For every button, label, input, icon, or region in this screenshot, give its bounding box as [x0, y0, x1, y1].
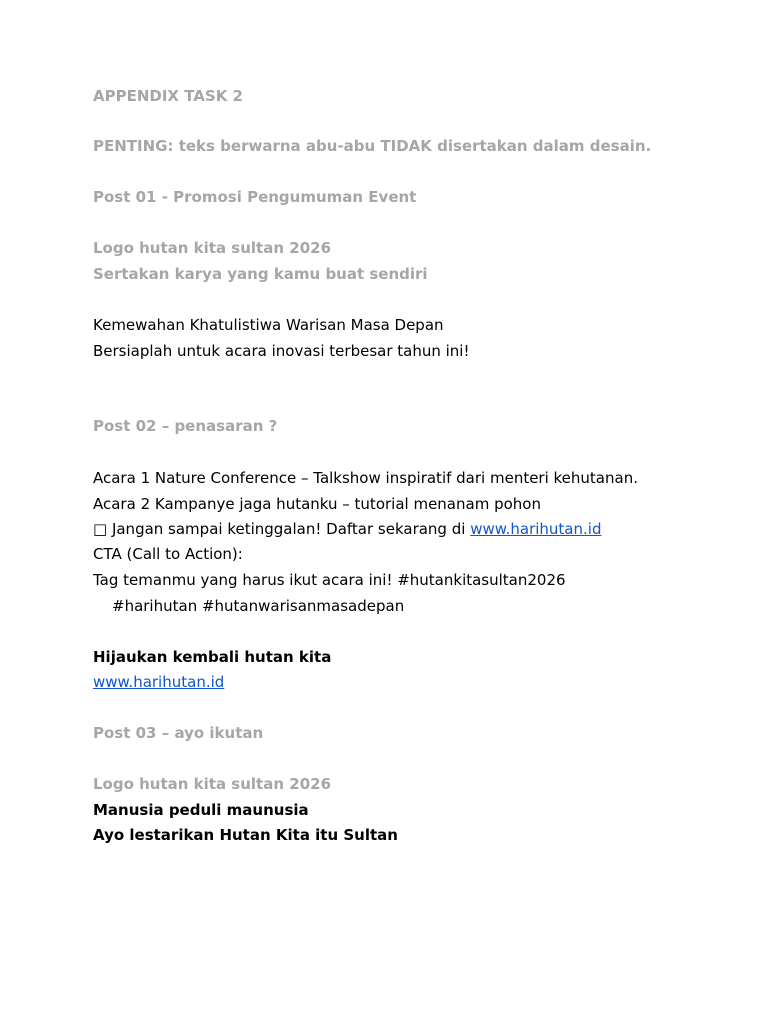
important-note: PENTING: teks berwarna abu-abu TIDAK disertakan dalam desain. [93, 137, 652, 155]
post1-heading: Post 01 - Promosi Pengumuman Event [93, 188, 417, 206]
post1-logo-note: Logo hutan kita sultan 2026 [93, 239, 332, 257]
appendix-title: APPENDIX TASK 2 [93, 87, 243, 105]
post2-event1: Acara 1 Nature Conference – Talkshow inspiratif dari menteri kehutanan. [93, 469, 638, 487]
post1-headline: Kemewahan Khatulistiwa Warisan Masa Depan [93, 316, 444, 334]
register-prefix: □ Jangan sampai ketinggalan! Daftar sekarang di [93, 520, 471, 538]
post2-slogan: Hijaukan kembali hutan kita [93, 648, 332, 666]
post2-event2: Acara 2 Kampanye jaga hutanku – tutorial menanam pohon [93, 495, 541, 513]
post3-line1: Manusia peduli maunusia [93, 801, 309, 819]
post3-heading: Post 03 – ayo ikutan [93, 724, 264, 742]
post2-cta-text: Tag temanmu yang harus ikut acara ini! #hutankitasultan2026 [93, 571, 566, 589]
post2-slogan-link-line [93, 672, 224, 692]
post2-heading: Post 02 – penasaran ? [93, 417, 278, 435]
post3-line2: Ayo lestarikan Hutan Kita itu Sultan [93, 826, 398, 844]
post1-tagline: Bersiaplah untuk acara inovasi terbesar tahun ini! [93, 342, 470, 360]
post2-register-line [93, 519, 601, 539]
post1-own-work-note: Sertakan karya yang kamu buat sendiri [93, 265, 428, 283]
post2-cta-hashtags: #harihutan #hutanwarisanmasadepan [112, 597, 405, 615]
post2-cta-label: CTA (Call to Action): [93, 545, 243, 563]
slogan-link[interactable]: www.harihutan.id [93, 673, 225, 691]
register-link[interactable]: www.harihutan.id [470, 520, 602, 538]
post3-logo-note: Logo hutan kita sultan 2026 [93, 775, 332, 793]
